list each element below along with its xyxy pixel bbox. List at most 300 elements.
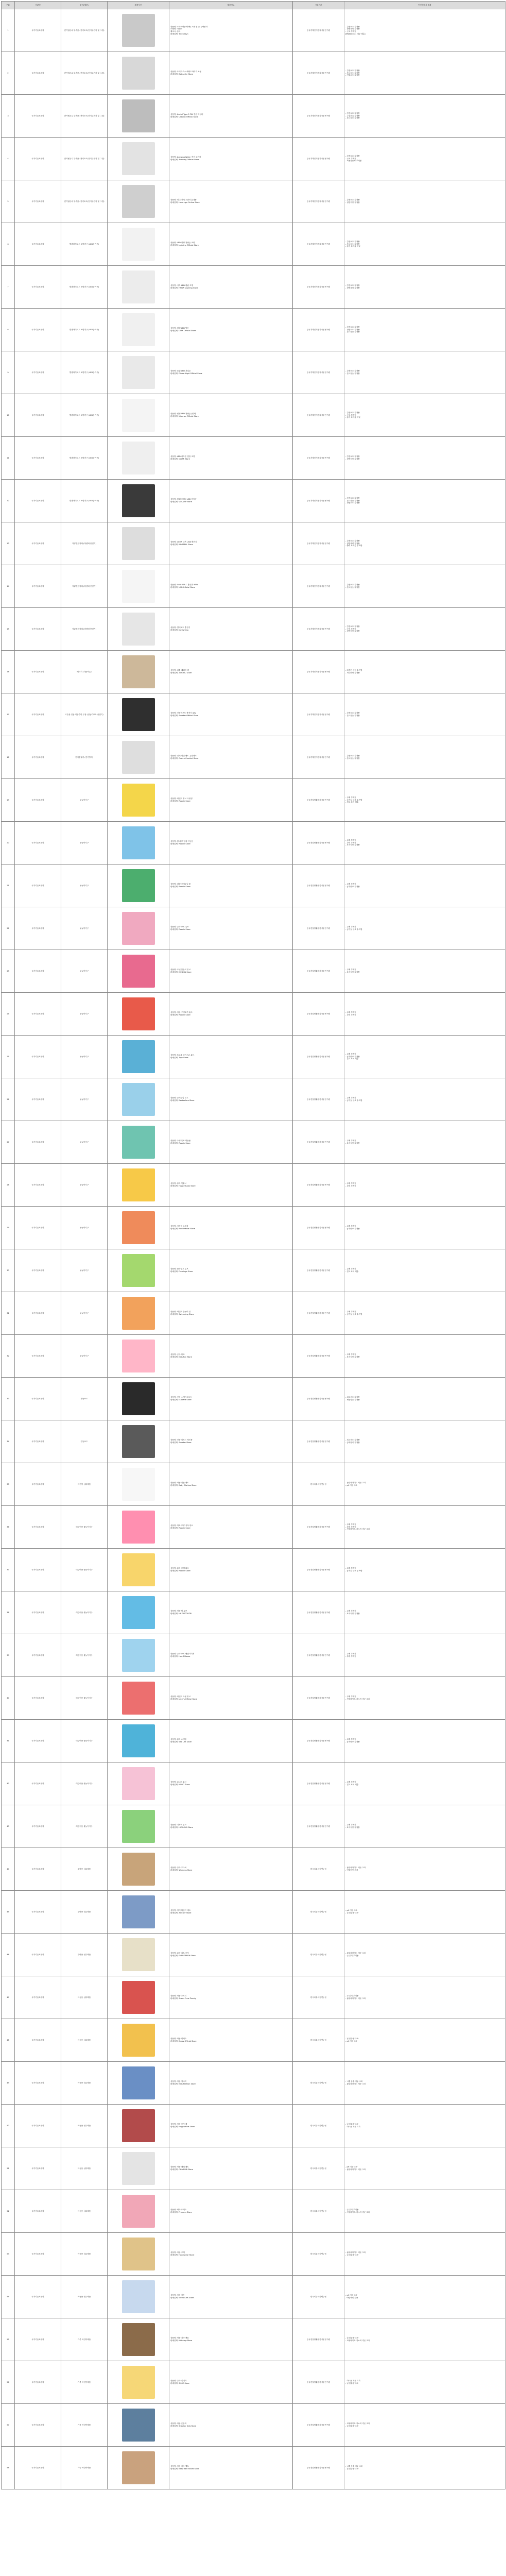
safety-result bbox=[344, 180, 505, 223]
table-row bbox=[2, 1891, 505, 1934]
item-name: 어린이용 물놀이기구 bbox=[61, 1549, 108, 1591]
safety-result-line: - 구조 부적합 bbox=[345, 414, 356, 416]
product-photo bbox=[122, 570, 155, 603]
agency-name: 국가기술표준원 bbox=[15, 651, 61, 693]
product-info bbox=[169, 1378, 293, 1420]
safety-result bbox=[344, 2105, 505, 2147]
product-photo bbox=[122, 356, 155, 389]
header-result: 안전성검사 결과 bbox=[344, 2, 505, 9]
safety-result-line: - 감전보호 부적합 bbox=[345, 755, 360, 757]
product-info-line: 상품명: 아동 운동화 bbox=[170, 2422, 187, 2425]
product-photo-cell bbox=[108, 565, 169, 608]
item-name: 전기냉온수 부속품 (전기포트/전기주전자 및 그릴) bbox=[61, 138, 108, 180]
safety-result-line: - 감전보호 부적합 bbox=[345, 25, 360, 28]
product-photo bbox=[122, 2109, 155, 2142]
safety-result-line: - 공기밸브 부적합 bbox=[345, 1228, 360, 1230]
product-photo-cell bbox=[108, 1164, 169, 1207]
product-info-line: 판매업체: Rooxin Store bbox=[170, 1570, 190, 1572]
product-photo-cell bbox=[108, 1677, 169, 1720]
product-photo-cell bbox=[108, 2404, 169, 2447]
product-photo bbox=[122, 1810, 155, 1843]
safety-result-line: - 폼알데하이드 기준 초과 bbox=[345, 1952, 366, 1955]
item-name: 전기냉온수 부속품 (전기포트/전기주전자 및 그릴) bbox=[61, 9, 108, 52]
table-row bbox=[2, 1078, 505, 1121]
row-number: 47 bbox=[2, 1976, 15, 2019]
product-info-line: 상품명: 미니 전기 주전자 휴대용 bbox=[170, 199, 197, 201]
product-info bbox=[169, 437, 293, 480]
safety-result-line: - 경고 표시 미흡 bbox=[345, 1270, 359, 1273]
product-photo bbox=[122, 1083, 155, 1116]
safety-result-line: - 공기밸브 부적합 bbox=[345, 1055, 360, 1058]
agency-name: 국가기술표준원 bbox=[15, 1891, 61, 1934]
safety-result-line: - 감전보호 부적합 bbox=[345, 712, 360, 715]
test-lab: 한국건설생활환경시험연구원 bbox=[293, 1292, 344, 1335]
product-info-line: 상품명: 어린이 수영 튜브 bbox=[170, 1696, 191, 1698]
safety-result-line: - 온도상승 부적합 bbox=[345, 586, 360, 588]
safety-result-line: - 두께 부적합 bbox=[345, 1011, 356, 1014]
safety-result-line: - 경고 표시 미흡 bbox=[345, 1784, 359, 1786]
product-photo-cell bbox=[108, 2062, 169, 2105]
safety-result-line: - 폼알데하이드 기준 초과 bbox=[345, 1867, 366, 1869]
product-info bbox=[169, 522, 293, 565]
safety-result-line: - 표시사항 부적합 bbox=[345, 1356, 360, 1358]
item-name: 유아용 섬유제품 bbox=[61, 1891, 108, 1934]
safety-result-line: - 공기실 구조 부적합 bbox=[345, 928, 362, 930]
safety-result-line: - 카드뮴 기준 초과 bbox=[345, 2380, 361, 2382]
safety-result-line: - 절연내력 부적합 bbox=[345, 287, 360, 289]
product-info-line: 상품명: 아기 턱받이 세트 bbox=[170, 1909, 191, 1912]
row-number: 24 bbox=[2, 993, 15, 1036]
table-row bbox=[2, 1420, 505, 1463]
safety-result-line: - 두께 부적합 bbox=[345, 1268, 356, 1270]
row-number: 39 bbox=[2, 1634, 15, 1677]
item-name: 발광다이오드 조명기구 (LED등기구) bbox=[61, 394, 108, 437]
product-info bbox=[169, 1976, 293, 2019]
safety-result-line: - 두께 부적합 bbox=[345, 883, 356, 886]
safety-result-line: - 부력 부적합 bbox=[345, 1185, 356, 1187]
table-row bbox=[2, 1591, 505, 1634]
product-photo bbox=[122, 1596, 155, 1629]
test-lab: 한국건설생활환경시험연구원 bbox=[293, 1762, 344, 1805]
agency-name: 국가기술표준원 bbox=[15, 1335, 61, 1378]
product-photo bbox=[122, 1553, 155, 1586]
product-info-line: 판매업체: Dinew Light Official Store bbox=[170, 372, 202, 375]
safety-result-line: - 온도상승 부적합 bbox=[345, 757, 360, 759]
safety-result-line: - 부력 부적합 bbox=[345, 1655, 356, 1657]
product-info-line: 상품명: 전동킥보드 충전기 42V bbox=[170, 712, 196, 715]
row-number: 3 bbox=[2, 95, 15, 138]
product-info bbox=[169, 9, 293, 52]
item-name: 가죽 어린이제품 bbox=[61, 2361, 108, 2404]
test-lab: 한국건설생활환경시험연구원 bbox=[293, 2361, 344, 2404]
safety-result-line: - 출력 표시값 부적합 bbox=[345, 545, 362, 547]
product-photo bbox=[122, 2152, 155, 2185]
safety-result-line: - 두께 부적합 bbox=[345, 1567, 356, 1570]
row-number: 33 bbox=[2, 1378, 15, 1420]
table-row bbox=[2, 993, 505, 1036]
product-info-line: 상품명: Useful Type 5 PIN 전원 아답터 bbox=[170, 113, 203, 116]
row-number: 53 bbox=[2, 2233, 15, 2276]
product-info-line: 상품명: 아동 모자 캡 bbox=[170, 2123, 187, 2126]
table-row bbox=[2, 437, 505, 480]
product-info-line: 상품명: 아동 구명조끼 튜브 bbox=[170, 1011, 193, 1014]
product-photo-cell bbox=[108, 1249, 169, 1292]
product-photo-cell bbox=[108, 993, 169, 1036]
product-info-line: 판매업체: Dress Official Store bbox=[170, 2040, 197, 2042]
row-number: 10 bbox=[2, 394, 15, 437]
table-row bbox=[2, 480, 505, 522]
product-info-line: 상품명: 수영 튜브 아동용 bbox=[170, 1140, 191, 1142]
product-photo bbox=[122, 142, 155, 175]
safety-result-line: - 감전보호 부적합 bbox=[345, 155, 360, 158]
product-photo-cell bbox=[108, 480, 169, 522]
product-info-line: 상품명: 사각 LED 평판 조명 bbox=[170, 284, 194, 287]
product-info-line: 상품명: 전동 스케이트보드 bbox=[170, 1396, 192, 1399]
row-number: 30 bbox=[2, 1249, 15, 1292]
table-row bbox=[2, 309, 505, 351]
agency-name: 국가기술표준원 bbox=[15, 993, 61, 1036]
test-lab: 한국의류시험연구원 bbox=[293, 2105, 344, 2147]
safety-result-line: - 납 함유량 초과 bbox=[345, 2468, 359, 2470]
item-name: 유아용 섬유제품 bbox=[61, 1848, 108, 1891]
safety-result bbox=[344, 95, 505, 138]
product-info-line: 상품명: 멀티포트 충전기 bbox=[170, 626, 190, 629]
test-lab: 한국건설생활환경시험연구원 bbox=[293, 1335, 344, 1378]
safety-result-line: - 경고 표시 미흡 bbox=[345, 801, 359, 804]
product-info-line: 판매업체: Baby Clothes Store bbox=[170, 1484, 197, 1486]
product-info-line: 판매업체: Scooter Store bbox=[170, 1442, 191, 1444]
product-photo-cell bbox=[108, 2105, 169, 2147]
table-row bbox=[2, 1805, 505, 1848]
item-name: 발광다이오드 조명기구 (LED등기구) bbox=[61, 309, 108, 351]
safety-result-line: - 공기실 구조 부적합 bbox=[345, 1313, 362, 1315]
product-info bbox=[169, 1934, 293, 1976]
safety-result bbox=[344, 2147, 505, 2190]
product-photo-cell bbox=[108, 95, 169, 138]
test-lab: 한국기계전기전자시험연구원 bbox=[293, 480, 344, 522]
product-info bbox=[169, 693, 293, 736]
item-name: 어린이용 물놀이기구 bbox=[61, 1677, 108, 1720]
safety-result bbox=[344, 1549, 505, 1591]
product-info-line: 상품명: 대형 공기주입 풀 bbox=[170, 883, 191, 886]
test-lab: 한국기계전기전자시험연구원 bbox=[293, 95, 344, 138]
safety-result bbox=[344, 1078, 505, 1121]
item-name: 전기냉온수 부속품 (전기포트/전기주전자 및 그릴) bbox=[61, 95, 108, 138]
product-photo-cell bbox=[108, 950, 169, 993]
product-info-line: 상품명: 유아 목튜브 bbox=[170, 1182, 187, 1185]
test-lab: 한국건설생활환경시험연구원 bbox=[293, 950, 344, 993]
test-lab: 한국건설생활환경시험연구원 bbox=[293, 865, 344, 907]
product-photo-cell bbox=[108, 1805, 169, 1848]
agency-name: 국가기술표준원 bbox=[15, 266, 61, 309]
safety-result bbox=[344, 309, 505, 351]
product-photo-cell bbox=[108, 9, 169, 52]
table-row bbox=[2, 2318, 505, 2361]
safety-result-line: - 전원코드 부적합 bbox=[345, 502, 360, 504]
safety-result-line: - 감전보호 부적합 bbox=[345, 455, 360, 458]
safety-result-line: - 절연저항 부적합 bbox=[345, 201, 360, 204]
safety-result bbox=[344, 437, 505, 480]
item-name: 아동용 섬유제품 bbox=[61, 2105, 108, 2147]
item-name: 가죽 어린이제품 bbox=[61, 2318, 108, 2361]
product-info bbox=[169, 1036, 293, 1078]
product-info-line: 상품명: 아동 가죽 샌들 bbox=[170, 2337, 189, 2340]
test-lab: 한국건설생활환경시험연구원 bbox=[293, 1207, 344, 1249]
product-photo bbox=[122, 2238, 155, 2270]
table-row bbox=[2, 1506, 505, 1549]
product-photo-cell bbox=[108, 351, 169, 394]
safety-result bbox=[344, 1634, 505, 1677]
table-row bbox=[2, 180, 505, 223]
product-info-line: 상품명: 유아 보트 튜브 bbox=[170, 926, 189, 928]
item-name: 물놀이기구 bbox=[61, 1121, 108, 1164]
item-name: 발광다이오드 조명기구 (LED등기구) bbox=[61, 437, 108, 480]
table-row bbox=[2, 138, 505, 180]
table-row bbox=[2, 693, 505, 736]
item-name: 물놀이기구 bbox=[61, 822, 108, 865]
safety-result-line: - 온도상승 부적합 bbox=[345, 372, 360, 375]
row-number: 6 bbox=[2, 223, 15, 266]
agency-name: 국가기술표준원 bbox=[15, 1207, 61, 1249]
item-name: 물놀이기구 bbox=[61, 865, 108, 907]
agency-name: 국가기술표준원 bbox=[15, 223, 61, 266]
agency-name: 국가기술표준원 bbox=[15, 1934, 61, 1976]
safety-result-line: - 감전보호 부적합 bbox=[345, 112, 360, 115]
test-lab: 한국기계전기전자시험연구원 bbox=[293, 608, 344, 651]
product-info-line: 판매업체: DIAN Official Store bbox=[170, 330, 196, 332]
product-photo-cell bbox=[108, 651, 169, 693]
safety-result bbox=[344, 1207, 505, 1249]
safety-result-line: - 절연내력 부적합 bbox=[345, 542, 360, 545]
safety-result bbox=[344, 865, 505, 907]
item-name: 가죽 어린이제품 bbox=[61, 2447, 108, 2489]
product-photo bbox=[122, 1511, 155, 1544]
product-photo bbox=[122, 2409, 155, 2442]
product-info-line: 제조국: 중국 bbox=[170, 30, 181, 32]
test-lab: 한국기계전기전자시험연구원 bbox=[293, 437, 344, 480]
safety-result bbox=[344, 351, 505, 394]
item-name: 발광다이오드 조명기구 (LED등기구) bbox=[61, 351, 108, 394]
product-info-line: 상품명: 아동 내의 세트 bbox=[170, 2166, 189, 2168]
row-number: 58 bbox=[2, 2447, 15, 2489]
test-lab: 한국의류시험연구원 bbox=[293, 2190, 344, 2233]
safety-result-line: - 두께 부적합 bbox=[345, 1182, 356, 1185]
product-photo-cell bbox=[108, 180, 169, 223]
table-row bbox=[2, 1848, 505, 1891]
table-row bbox=[2, 2019, 505, 2062]
row-number: 20 bbox=[2, 822, 15, 865]
safety-result-line: - 카드뮴 기준 초과 bbox=[345, 2126, 361, 2128]
safety-result-line: - 납 함유량 초과 bbox=[345, 2382, 359, 2384]
product-info-line: 상품명: 100W 고속 USB 충전기 bbox=[170, 541, 197, 544]
safety-result-line: - pH 기준 초과 bbox=[345, 2040, 358, 2042]
safety-result-line: - 절연내력 부적합 bbox=[345, 28, 360, 30]
safety-result bbox=[344, 2447, 505, 2489]
test-lab: 한국건설생활환경시험연구원 bbox=[293, 1121, 344, 1164]
header-lab: 시험기관 bbox=[293, 2, 344, 9]
safety-result-line: - 공기실 구조 부적합 bbox=[345, 1570, 362, 1572]
product-photo bbox=[122, 869, 155, 902]
product-info-line: 판매업체: NOVO Store bbox=[170, 1784, 190, 1786]
product-photo-cell bbox=[108, 394, 169, 437]
safety-result-line: - 과충전 시험 부적합 bbox=[345, 669, 362, 672]
product-info bbox=[169, 993, 293, 1036]
product-info bbox=[169, 1506, 293, 1549]
safety-result-line: - 니켈 용출 기준 초과 bbox=[345, 2465, 363, 2468]
safety-result-line: - 제동성능 부적합 bbox=[345, 1399, 360, 1401]
product-photo bbox=[122, 912, 155, 945]
product-info-line: 판매업체: CHARMIN Store bbox=[170, 2168, 193, 2171]
test-lab: 한국의류시험연구원 bbox=[293, 2276, 344, 2318]
product-info-line: 상품명: 드라이버(하얀색) 스텐 컵 등 주방잡화 bbox=[170, 25, 208, 28]
safety-result-line: - 프탈레이트 가소제 기준 초과 bbox=[345, 1698, 370, 1700]
safety-result bbox=[344, 1164, 505, 1207]
safety-result bbox=[344, 1378, 505, 1420]
header-agency: 기관명 bbox=[15, 2, 61, 9]
row-number: 48 bbox=[2, 2019, 15, 2062]
product-info-line: 판매업체: MEDIRA Store bbox=[170, 971, 191, 973]
product-photo-cell bbox=[108, 437, 169, 480]
safety-result-line: - 공기밸브 부적합 bbox=[345, 886, 360, 888]
product-info-line: 상품명: 유아 수영장 bbox=[170, 1738, 187, 1741]
test-lab: 한국건설생활환경시험연구원 bbox=[293, 822, 344, 865]
test-lab: 한국의류시험연구원 bbox=[293, 1891, 344, 1934]
row-number: 19 bbox=[2, 779, 15, 822]
row-number: 40 bbox=[2, 1677, 15, 1720]
product-photo-cell bbox=[108, 1891, 169, 1934]
product-info-line: 상품명: 아동 잠옷 bbox=[170, 2294, 185, 2297]
test-lab: 한국기계전기전자시험연구원 bbox=[293, 9, 344, 52]
agency-name: 국가기술표준원 bbox=[15, 95, 61, 138]
row-number: 45 bbox=[2, 1891, 15, 1934]
product-photo-cell bbox=[108, 2276, 169, 2318]
item-name: 아동용 섬유제품 bbox=[61, 2233, 108, 2276]
item-name: 물놀이기구 bbox=[61, 993, 108, 1036]
safety-result bbox=[344, 1848, 505, 1891]
header-info: 제품정보 bbox=[169, 2, 293, 9]
table-row bbox=[2, 1292, 505, 1335]
test-lab: 한국기계전기전자시험연구원 bbox=[293, 693, 344, 736]
agency-name: 국가기술표준원 bbox=[15, 865, 61, 907]
product-info-line: 상품명: 공주 튜브 bbox=[170, 1353, 185, 1356]
safety-result-line: - 두께 부적합 bbox=[345, 1653, 356, 1655]
item-name: 물놀이기구 bbox=[61, 1164, 108, 1207]
product-photo bbox=[122, 2323, 155, 2356]
product-info bbox=[169, 822, 293, 865]
product-info bbox=[169, 1249, 293, 1292]
safety-result-line: - 납 함유량 초과 bbox=[345, 1912, 359, 1914]
safety-result-line: - 표시사항 부적합 bbox=[345, 1613, 360, 1615]
table-row bbox=[2, 2447, 505, 2489]
product-photo bbox=[122, 1254, 155, 1287]
product-info bbox=[169, 1463, 293, 1506]
product-info bbox=[169, 2105, 293, 2147]
agency-name: 국가기술표준원 bbox=[15, 1720, 61, 1762]
safety-result-line: - 온도상승 부적합 bbox=[345, 499, 360, 502]
product-info-line: 상품명: LED 원형 천장등 조명 bbox=[170, 242, 195, 244]
product-photo-cell bbox=[108, 608, 169, 651]
row-number: 15 bbox=[2, 608, 15, 651]
safety-result-line: - 온도상승 부적합 bbox=[345, 331, 360, 333]
agency-name: 국가기술표준원 bbox=[15, 1378, 61, 1420]
agency-name: 국가기술표준원 bbox=[15, 2361, 61, 2404]
product-info-line: 상품명: 거북이 튜브 bbox=[170, 1824, 187, 1826]
product-photo-cell bbox=[108, 693, 169, 736]
item-name: 가죽 어린이제품 bbox=[61, 2404, 108, 2447]
product-info bbox=[169, 651, 293, 693]
product-photo bbox=[122, 228, 155, 261]
safety-result-line: - 두께 부적합 bbox=[345, 969, 356, 971]
row-number: 54 bbox=[2, 2276, 15, 2318]
safety-result bbox=[344, 1891, 505, 1934]
item-name: 직류전원장치 (어댑터·충전기) bbox=[61, 608, 108, 651]
safety-result-line: - pH 기준 초과 bbox=[345, 2294, 358, 2297]
item-name: 물놀이기구 bbox=[61, 1207, 108, 1249]
product-info-line: 상품명: 아동 청바지 bbox=[170, 2080, 187, 2083]
row-number: 2 bbox=[2, 52, 15, 95]
product-info-line: 상품명: 리튬 배터리 팩 bbox=[170, 669, 189, 672]
product-photo bbox=[122, 2366, 155, 2399]
safety-result bbox=[344, 2361, 505, 2404]
item-name: 어린이 섬유제품 bbox=[61, 1463, 108, 1506]
safety-result-line: - 폼알데하이드 기준 초과 bbox=[345, 1482, 366, 1484]
product-info bbox=[169, 1891, 293, 1934]
safety-result bbox=[344, 2019, 505, 2062]
safety-result-line: - 끈 길이 부적합 bbox=[345, 1995, 359, 1997]
safety-result-line: - 비정상동작 부적합 bbox=[345, 160, 362, 162]
item-name: 전기찜질기 (전기방석) bbox=[61, 736, 108, 779]
product-photo-cell bbox=[108, 2147, 169, 2190]
safety-result-line: - 경고 표시 미흡 bbox=[345, 1058, 359, 1060]
test-lab: 한국건설생활환경시험연구원 bbox=[293, 1420, 344, 1463]
table-row bbox=[2, 950, 505, 993]
item-name: 전기냉온수 부속품 (전기포트/전기주전자 및 그릴) bbox=[61, 52, 108, 95]
test-lab: 한국기계전기전자시험연구원 bbox=[293, 266, 344, 309]
table-row bbox=[2, 1036, 505, 1078]
product-photo-cell bbox=[108, 223, 169, 266]
product-info-line: 판매업체: QLIAN Store bbox=[170, 458, 190, 460]
test-lab: 한국기계전기전자시험연구원 bbox=[293, 565, 344, 608]
product-info-line: 판매업체: HK OUTDOOR bbox=[170, 1613, 192, 1615]
safety-result-line: - 폼알데하이드 기준 초과 bbox=[345, 2251, 366, 2254]
product-info bbox=[169, 565, 293, 608]
table-row bbox=[2, 1762, 505, 1805]
item-name: 아동용 섬유제품 bbox=[61, 1976, 108, 2019]
product-photo-cell bbox=[108, 1549, 169, 1591]
row-number: 16 bbox=[2, 651, 15, 693]
product-info-line: 판매업체: HIGOSUN Store bbox=[170, 1826, 193, 1828]
product-photo bbox=[122, 1767, 155, 1800]
row-number: 1 bbox=[2, 9, 15, 52]
product-info-line: 모델명: 쿡앤쿡 bbox=[170, 28, 183, 30]
product-info bbox=[169, 180, 293, 223]
test-lab: 한국건설생활환경시험연구원 bbox=[293, 1078, 344, 1121]
product-info bbox=[169, 1335, 293, 1378]
product-info bbox=[169, 309, 293, 351]
agency-name: 국가기술표준원 bbox=[15, 180, 61, 223]
safety-result-line: - 공기실 구조 부적합 bbox=[345, 1099, 362, 1101]
item-name: 아동용 섬유제품 bbox=[61, 2019, 108, 2062]
product-info-line: 판매업체: Rooxin Store bbox=[170, 843, 190, 845]
product-info bbox=[169, 907, 293, 950]
table-row bbox=[2, 1677, 505, 1720]
product-photo bbox=[122, 442, 155, 474]
safety-result-line: - 프탈레이트 가소제 기준 초과 bbox=[345, 2422, 370, 2425]
safety-result-line: - 두께 부적합 bbox=[345, 1353, 356, 1356]
agency-name: 국가기술표준원 bbox=[15, 138, 61, 180]
table-row bbox=[2, 1164, 505, 1207]
test-lab: 한국기계전기전자시험연구원 bbox=[293, 180, 344, 223]
